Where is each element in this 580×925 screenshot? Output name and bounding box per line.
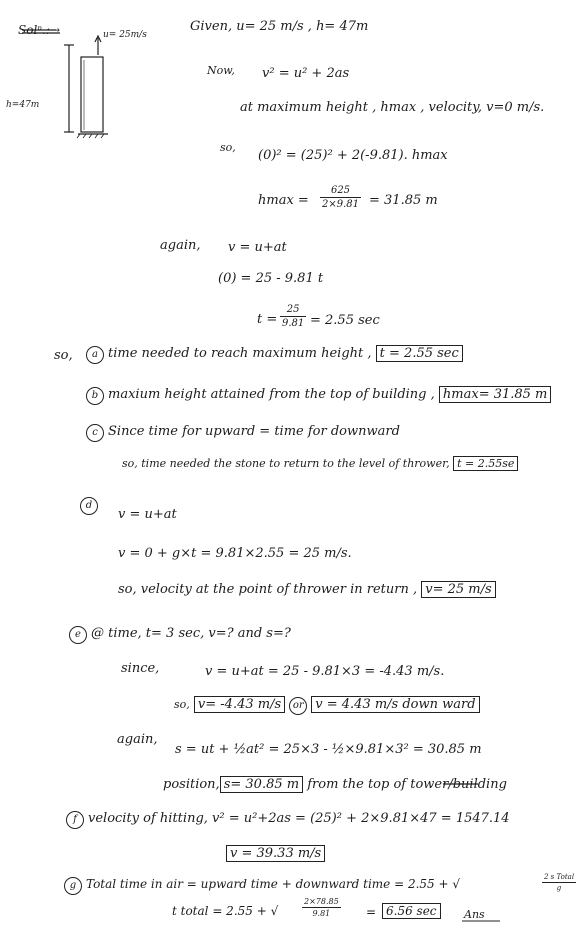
equation: v = u+at xyxy=(228,240,287,255)
part-f: f velocity of hitting, v² = u²+2as = (25)² + 2×9.81×47 = 1547.14 xyxy=(66,811,510,829)
or-marker: or xyxy=(289,697,307,715)
equation: v = u+at xyxy=(118,507,177,522)
answer-box: 6.56 sec xyxy=(382,903,441,919)
part-g: g Total time in air = upward time + downward time = 2.55 + √ xyxy=(64,876,460,895)
fraction: $\frac{25}{9.81}$ xyxy=(282,304,305,329)
t-label: t = xyxy=(257,312,278,327)
answer-box: v= -4.43 m/s xyxy=(194,696,285,713)
fraction: $\frac{2\times 78.85}{9.81}$ xyxy=(304,897,339,918)
position-line: position, s= 30.85 m from the top of tower/building xyxy=(163,777,507,792)
answer-box: t = 2.55 sec xyxy=(376,345,463,362)
answer-box: t = 2.55se xyxy=(453,456,518,471)
part-c: c Since time for upward = time for downward xyxy=(86,424,400,442)
part-c-text: so, time needed the stone to return to the level of thrower, t = 2.55se xyxy=(122,456,518,472)
part-marker: g xyxy=(64,877,82,895)
answer-box: v= 25 m/s xyxy=(421,581,495,598)
part-a: a time needed to reach maximum height , t = 2.55 sec xyxy=(86,346,463,364)
condition-text: at maximum height , hmax , velocity, v=0 m/s. xyxy=(240,100,545,115)
equals-sign: = xyxy=(366,905,377,919)
so-label: so, xyxy=(220,141,236,154)
total-time-label: t total = 2.55 + √ xyxy=(172,904,279,918)
answer-box: v = 39.33 m/s xyxy=(226,845,325,862)
part-f-result xyxy=(226,846,325,862)
final-answer xyxy=(382,903,441,919)
solution-label: Solⁿ.:→ xyxy=(18,23,61,37)
part-b: b maxium height attained from the top of building , hmax= 31.85 m xyxy=(86,387,551,405)
hmax-label: hmax = xyxy=(258,193,309,208)
part-marker: a xyxy=(86,346,104,364)
part-marker: e xyxy=(69,626,87,644)
answer-box: v = 4.43 m/s down ward xyxy=(311,696,479,713)
answer-box: s= 30.85 m xyxy=(220,776,303,793)
answer-box: hmax= 31.85 m xyxy=(439,386,551,403)
t-value: = 2.55 sec xyxy=(310,313,380,328)
again-label: again, xyxy=(160,238,201,253)
hmax-value: = 31.85 m xyxy=(369,193,438,208)
again-label: again, xyxy=(117,732,158,747)
since-label: since, xyxy=(121,661,160,676)
part-e-results: so, v= -4.43 m/s or v = 4.43 m/s down ward xyxy=(174,697,480,715)
part-e: e @ time, t= 3 sec, v=? and s=? xyxy=(69,626,291,644)
part-d xyxy=(80,497,102,515)
fraction: 2 s Total g xyxy=(544,873,575,892)
equation: (0)² = (25)² + 2(-9.81). hmax xyxy=(258,148,448,163)
equation: (0) = 25 - 9.81 t xyxy=(218,271,324,286)
equation: s = ut + ½at² = 25×3 - ½×9.81×3² = 30.85 m xyxy=(175,742,482,757)
equation: v = 0 + g×t = 9.81×2.55 = 25 m/s. xyxy=(118,546,352,561)
part-marker: d xyxy=(80,497,98,515)
now-label: Now, xyxy=(207,64,235,77)
part-marker: f xyxy=(66,811,84,829)
part-marker: c xyxy=(86,424,104,442)
equation: v = u+at = 25 - 9.81×3 = -4.43 m/s. xyxy=(205,664,445,679)
velocity-label: u= 25m/s xyxy=(103,30,147,40)
so-label: so, xyxy=(54,348,73,363)
equation: v² = u² + 2as xyxy=(262,66,350,81)
fraction: $\frac{625}{2\times 9.81}$ xyxy=(322,185,360,210)
part-marker: b xyxy=(86,387,104,405)
height-label: h=47m xyxy=(6,100,40,110)
given-line: Given, u= 25 m/s , h= 47m xyxy=(190,19,369,34)
part-d-text: so, velocity at the point of thrower in return , v= 25 m/s xyxy=(118,582,496,598)
ans-label: Ans xyxy=(464,908,485,921)
struck-word: tower xyxy=(410,777,449,792)
